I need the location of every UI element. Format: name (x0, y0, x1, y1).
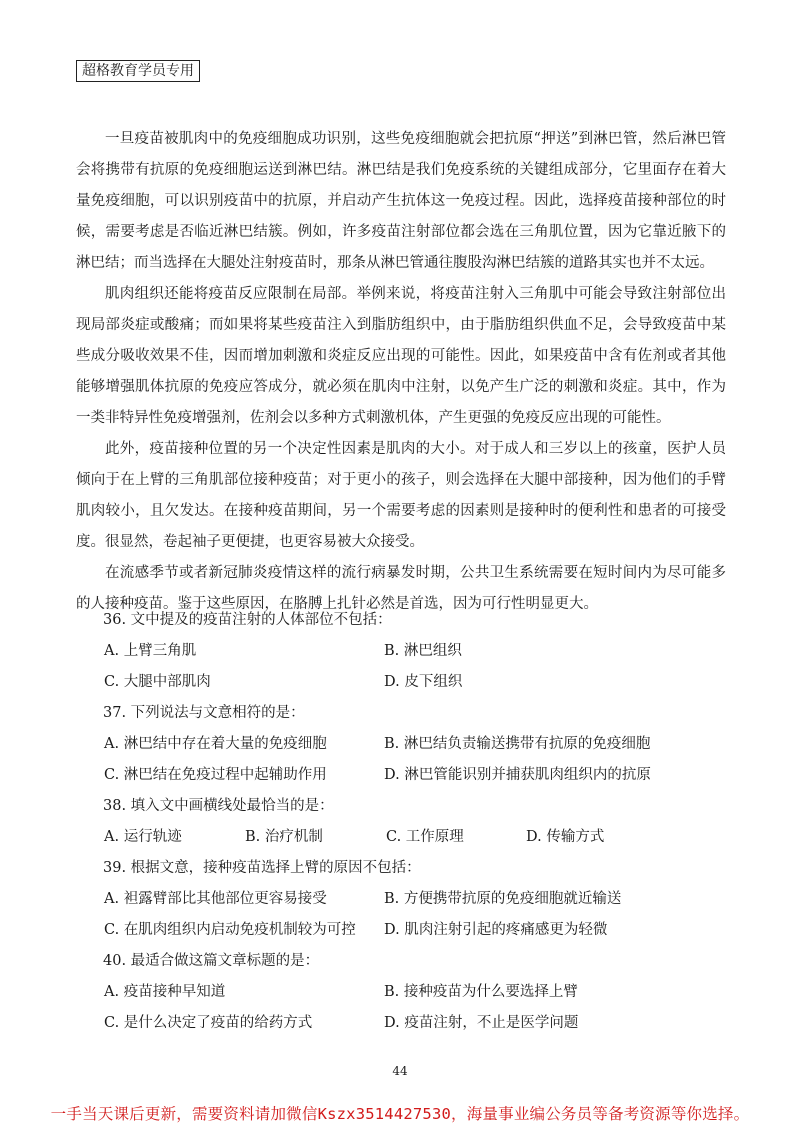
option: C. 是什么决定了疫苗的给药方式 (104, 1015, 313, 1031)
option: B. 淋巴组织 (384, 643, 462, 659)
option: A. 疫苗接种早知道 (104, 984, 226, 1000)
option-row (104, 915, 724, 946)
article-body (76, 124, 726, 620)
question-stem: 37. 下列说法与文意相符的是： (103, 705, 305, 721)
option: D. 皮下组织 (384, 674, 463, 690)
option-row (104, 977, 724, 1008)
option: B. 治疗机制 (245, 829, 323, 845)
option: C. 在肌肉组织内启动免疫机制较为可控 (104, 922, 356, 938)
option: A. 袒露臂部比其他部位更容易接受 (104, 891, 327, 907)
option-row (104, 667, 724, 698)
option: D. 传输方式 (526, 829, 605, 845)
page-number: 44 (392, 1064, 408, 1078)
option: C. 淋巴结在免疫过程中起辅助作用 (104, 767, 327, 783)
question-stem: 40. 最适合做这篇文章标题的是： (103, 953, 320, 969)
option: B. 接种疫苗为什么要选择上臂 (384, 984, 578, 1000)
option: C. 工作原理 (386, 829, 464, 845)
option: C. 大腿中部肌肉 (104, 674, 211, 690)
article-paragraph: 一旦疫苗被肌肉中的免疫细胞成功识别，这些免疫细胞就会把抗原“押送”到淋巴管，然后淋巴管会将携带有抗原的免疫细胞运送到淋巴结。淋巴结是我们免疫系统的关键组成部分，它里面存在着大量免疫细胞，可以识别疫苗中的抗原，并启动产生抗体这一免疫过程。因此，选择疫苗接种部位的时候，需要考虑是否临近淋巴结簇。例如，许多疫苗注射部位都会选在三角肌位置，因为它靠近腋下的淋巴结；而当选择在大腿处注射疫苗时，那条从淋巴管通往腹股沟淋巴结簇的道路其实也并不太远。 (76, 131, 726, 271)
option: B. 方便携带抗原的免疫细胞就近输送 (384, 891, 622, 907)
option: A. 上臂三角肌 (104, 643, 197, 659)
option-row (104, 822, 724, 853)
article-paragraph: 此外，疫苗接种位置的另一个决定性因素是肌肉的大小。对于成人和三岁以上的孩童，医护人员倾向于在上臂的三角肌部位接种疫苗；对于更小的孩子，则会选择在大腿中部接种，因为他们的手臂肌肉较小，且欠发达。在接种疫苗期间，另一个需要考虑的因素则是接种时的便利性和患者的可接受度。很显然，卷起袖子更便捷，也更容易被大众接受。 (76, 441, 726, 550)
option: B. 淋巴结负责输送携带有抗原的免疫细胞 (384, 736, 651, 752)
option: D. 淋巴管能识别并捕获肌肉组织内的抗原 (384, 767, 651, 783)
option: D. 肌肉注射引起的疼痛感更为轻微 (384, 922, 608, 938)
article-paragraph: 在流感季节或者新冠肺炎疫情这样的流行病暴发时期，公共卫生系统需要在短时间内为尽可能多的人接种疫苗。鉴于这些原因，在胳膊上扎针必然是首选，因为可行性明显更大。 (76, 565, 726, 612)
option-row (104, 1008, 724, 1039)
footer-ad-text: 一手当天课后更新，需要资料请加微信Kszx3514427530，海量事业编公务员等备考资源等你选择。 (50, 1105, 750, 1123)
option-row (104, 760, 724, 791)
question-stem: 36. 文中提及的疫苗注射的人体部位不包括： (103, 612, 392, 628)
option-row (104, 884, 724, 915)
question-list (104, 605, 724, 1039)
article-paragraph: 肌肉组织还能将疫苗反应限制在局部。举例来说，将疫苗注射入三角肌中可能会导致注射部位出现局部炎症或酸痛；而如果将某些疫苗注入到脂肪组织中，由于脂肪组织供血不足，会导致疫苗中某些成分吸收效果不佳，因而增加刺激和炎症反应出现的可能性。因此，如果疫苗中含有佐剂或者其他能够增强肌体抗原的免疫应答成分，就必须在肌肉中注射，以免产生广泛的刺激和炎症。其中，作为一类非特异性免疫增强剂，佐剂会以多种方式刺激机体，产生更强的免疫反应出现的可能性。 (76, 286, 726, 426)
question-stem: 38. 填入文中画横线处最恰当的是： (103, 798, 334, 814)
option-row (104, 636, 724, 667)
option-row (104, 729, 724, 760)
option: A. 运行轨迹 (104, 829, 182, 845)
header-tag: 超格教育学员专用 (76, 60, 200, 82)
question-stem: 39. 根据文意，接种疫苗选择上臂的原因不包括： (103, 860, 421, 876)
option: A. 淋巴结中存在着大量的免疫细胞 (104, 736, 327, 752)
option: D. 疫苗注射，不止是医学问题 (384, 1015, 579, 1031)
